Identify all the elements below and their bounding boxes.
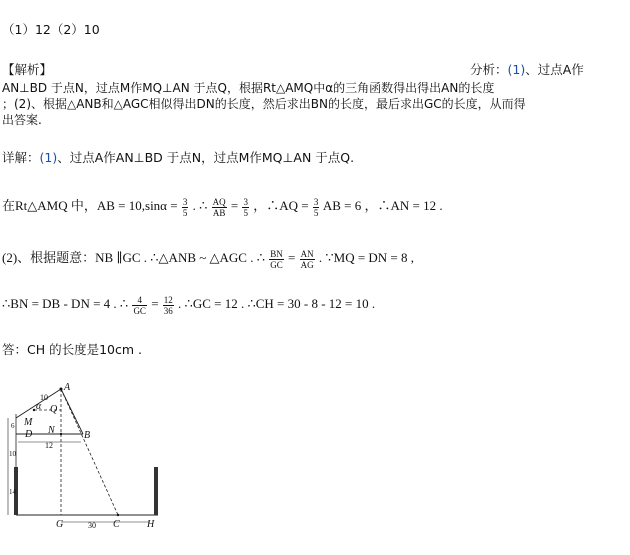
label-m: M [24, 417, 33, 428]
analysis-line3: ；(2)、根据△ANB和△AGC相似得出DN的长度，然后求出BN的长度，最后求出GC的长度，从而得 [2, 97, 526, 111]
label-b: B [84, 430, 91, 441]
label-a: A [64, 382, 71, 393]
right-plate [154, 467, 158, 515]
detail-head: 详解： [2, 150, 40, 165]
detail-part1: (1) [39, 150, 58, 165]
point-a [60, 388, 63, 391]
detail-text: 、过点A作AN⊥BD 于点N，过点M作MQ⊥AN 于点Q. [57, 150, 355, 165]
point-m [33, 409, 35, 411]
label-len-gh: 30 [88, 521, 96, 530]
eq2-text-b: = [288, 250, 296, 265]
eq3-text-a: ∴BN = DB - DN = 4 . ∴ [2, 296, 129, 311]
eq1-fraction-3: $\frac{3}{5}$ [243, 196, 248, 218]
eq3-text-c: . ∴GC = 12 . ∴CH = 30 - 8 - 12 = 10 . [178, 296, 376, 311]
eq1-text-a: 在Rt△AMQ 中，AB = 10,sinα = [2, 198, 178, 213]
eq2-fraction-2: $\frac{AN}{AG}$ [300, 248, 314, 270]
eq3-fraction-2: $\frac{12}{36}$ [163, 294, 173, 316]
analysis-label-group [470, 60, 584, 78]
segment-a-c [61, 389, 118, 515]
label-n: N [48, 425, 55, 436]
analysis-tag: 【解析】 [2, 62, 53, 77]
label-len-db: 12 [45, 441, 53, 450]
conclusion-line: 答：CH 的长度是10cm . [2, 342, 143, 357]
label-q: Q [50, 404, 58, 415]
eq3-fraction-1: $\frac{4}{GC}$ [133, 294, 146, 316]
answer-line: （1）12（2）10 [2, 22, 100, 37]
eq2-fraction-1: $\frac{BN}{GC}$ [270, 248, 283, 270]
label-len-am: 10 [40, 393, 48, 402]
equation-line-1 [2, 194, 443, 218]
analysis-line2: AN⊥BD 于点N，过点M作MQ⊥AN 于点Q，根据Rt△AMQ中α的三角函数得出得出AN的长度 [2, 81, 495, 95]
geometry-figure [0, 382, 160, 532]
equation-line-2 [2, 246, 414, 270]
eq1-text-c: = [230, 198, 239, 213]
detail-line [2, 150, 354, 166]
label-c: C [113, 519, 120, 530]
label-h: H [147, 519, 155, 530]
point-c [117, 514, 119, 516]
label-v6: 6 [11, 422, 15, 430]
label-alpha: α [36, 401, 42, 412]
label-d: D [25, 429, 33, 440]
eq1-text-b: . ∴ [192, 198, 208, 213]
analysis-part1: (1) [507, 62, 526, 77]
equation-line-3 [2, 292, 375, 316]
eq1-text-e: AB = 6 ，∴AN = 12 . [322, 198, 443, 213]
eq3-text-b: = [151, 296, 159, 311]
eq2-text-c: . ∵MQ = DN = 8 , [318, 250, 415, 265]
eq1-fraction-4: $\frac{3}{5}$ [313, 196, 319, 218]
eq1-fraction-2: $\frac{AQ}{AB}$ [212, 196, 226, 218]
label-g: G [56, 519, 64, 530]
analysis-line4: 出答案. [2, 113, 42, 127]
analysis-line1-tail: 、过点A作 [525, 62, 584, 77]
eq1-fraction-1: $\frac{3}{5}$ [182, 196, 188, 218]
point-n [60, 433, 62, 435]
segment-a-b [61, 389, 83, 434]
analysis-label: 分析： [470, 62, 508, 77]
label-v14: 14 [9, 488, 16, 496]
eq1-text-d: ，∴AQ = [253, 198, 309, 213]
label-v10: 10 [9, 450, 16, 458]
eq2-text-a: (2)、根据题意：NB ∥GC . ∴△ANB ~ △AGC . ∴ [2, 250, 265, 265]
